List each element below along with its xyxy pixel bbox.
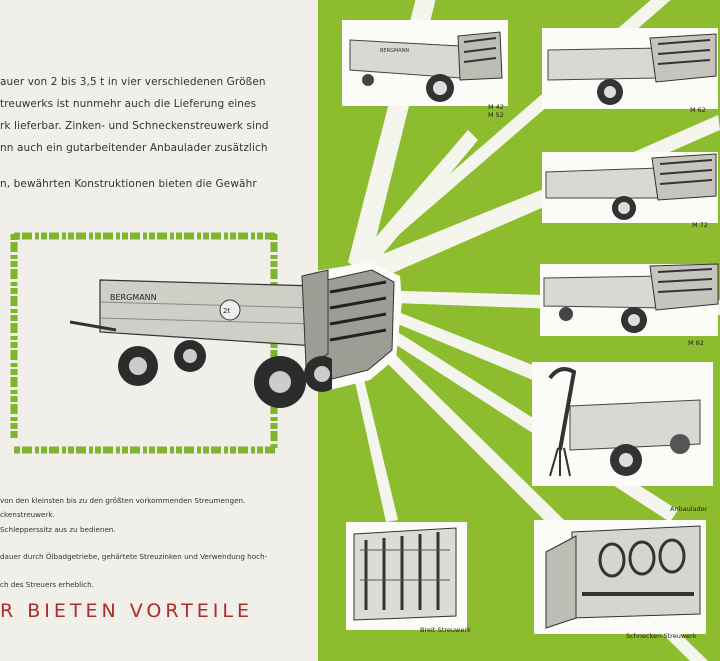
model-label-m62: M 62 xyxy=(690,106,706,114)
intro-line-4: nn auch ein gutarbeitender Anbaulader zusätzlich xyxy=(0,142,268,154)
intro-line-3: rk lieferbar. Zinken- und Schneckenstreuwerk sind xyxy=(0,120,269,132)
model-label-breit-streuwerk: Breit-Streuwerk xyxy=(420,626,471,634)
model-label-schnecken-streuwerk: Schnecken-Streuwerk xyxy=(626,632,697,640)
feature-line-5: ch des Streuers erheblich. xyxy=(0,580,94,589)
spreader-m42-m52-image xyxy=(340,18,510,108)
right-page xyxy=(318,0,720,661)
feature-line-3: Schlepperssitz aus zu bedienen. xyxy=(0,525,116,534)
spreader-m62-image xyxy=(540,26,720,111)
model-label-m82: M 82 xyxy=(688,339,704,347)
intro-line-5: n, bewährten Konstruktionen bieten die Gewähr xyxy=(0,178,257,190)
spreader-m82-image xyxy=(538,262,720,338)
brand-mark-1: BERGMANN xyxy=(380,48,410,54)
breit-streuwerk-image xyxy=(344,520,469,632)
anbaulader-image xyxy=(530,360,715,488)
intro-line-2: treuwerks ist nunmehr auch die Lieferung eines xyxy=(0,98,257,110)
brand-mark-main: BERGMANN xyxy=(110,293,157,302)
model-label-m72: M 72 xyxy=(692,221,708,229)
main-spreader-head-right xyxy=(318,262,414,392)
main-spreader-image xyxy=(70,262,332,422)
intro-line-1: auer von 2 bis 3,5 t in vier verschiedenen Größen xyxy=(0,76,266,88)
schnecken-streuwerk-image xyxy=(532,518,708,636)
feature-line-1: von den kleinsten bis zu den größten vorkommenden Streumengen. xyxy=(0,496,246,505)
model-label-anbaulader: Anbaulader xyxy=(670,505,708,513)
spreader-m72-image xyxy=(540,150,720,225)
feature-line-2: ckenstreuwerk. xyxy=(0,510,55,519)
model-label-m42-m52: M 42 M 52 xyxy=(488,103,504,119)
load-badge: 2t xyxy=(223,307,231,315)
feature-line-4: dauer durch Ölbadgetriebe, gehärtete Streuzinken und Verwendung hoch- xyxy=(0,552,268,561)
slogan-heading: R BIETEN VORTEILE xyxy=(0,600,253,622)
